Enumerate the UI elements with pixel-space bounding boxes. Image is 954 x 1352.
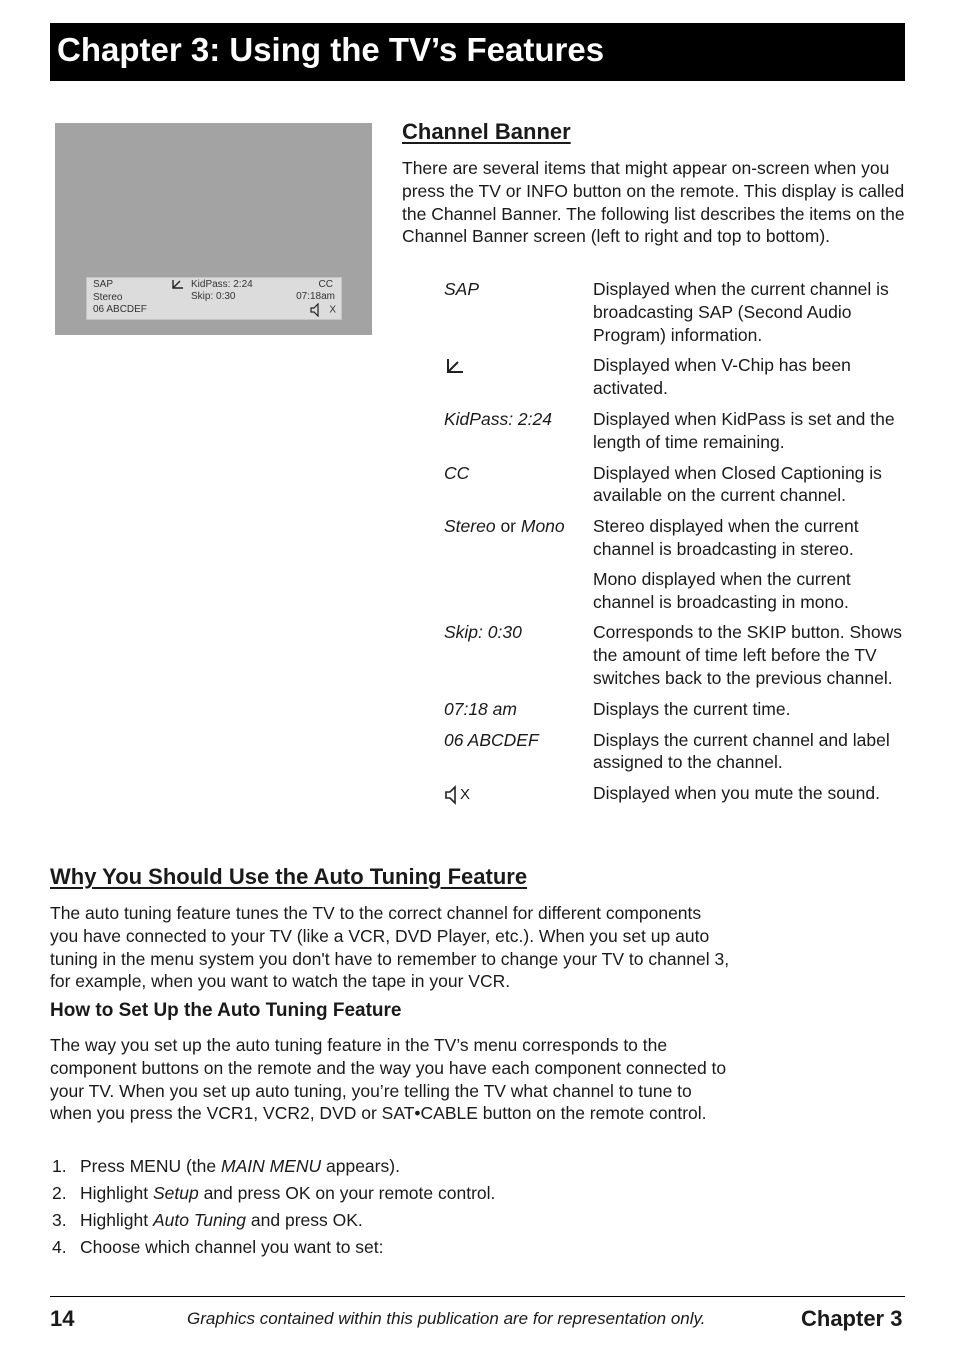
banner-mute-x: X xyxy=(329,304,336,316)
footer-chapter-label: Chapter 3 xyxy=(801,1306,903,1331)
definition-desc: Displays the current time. xyxy=(593,698,791,719)
definition-desc: Displayed when you mute the sound. xyxy=(593,783,880,804)
definition-desc: Displays the current channel and label assigned to the channel. xyxy=(593,729,890,773)
definition-row xyxy=(444,698,914,721)
step-text: Highlight Auto Tuning and press OK. xyxy=(80,1210,363,1230)
term-joiner: or xyxy=(500,516,516,537)
banner-cc: CC xyxy=(318,279,333,290)
step-text: Choose which channel you want to set: xyxy=(80,1237,384,1257)
list-item xyxy=(50,1155,750,1182)
mute-icon xyxy=(309,303,336,317)
chapter-header-bar xyxy=(50,23,905,81)
definition-term: KidPass: 2:24 xyxy=(444,408,552,429)
definition-row xyxy=(444,568,914,614)
definition-desc: Displayed when KidPass is set and the length of time remaining. xyxy=(593,408,895,452)
channel-banner-heading: Channel Banner xyxy=(402,119,571,144)
definition-desc: Displayed when the current channel is broadcasting SAP (Second Audio Program) information. xyxy=(593,279,889,345)
step-number: 4. xyxy=(52,1237,67,1257)
channel-banner-intro: There are several items that might appear on-screen when you press the TV or INFO button on the remote. This display is called the Channel Banner. The following list describes the items on the Channel Banner screen (left to right and top to bottom). xyxy=(402,158,905,247)
auto-tuning-heading: Why You Should Use the Auto Tuning Feature xyxy=(50,864,528,889)
definition-desc: Stereo displayed when the current channel is broadcasting in stereo. xyxy=(593,516,859,559)
setup-steps-list xyxy=(50,1155,750,1263)
term-stereo: Stereo xyxy=(444,516,496,537)
step-number: 2. xyxy=(52,1183,67,1203)
step-number: 1. xyxy=(52,1156,67,1176)
banner-stereo: Stereo xyxy=(93,292,123,303)
v-chip-icon xyxy=(444,354,589,376)
term-mono: Mono xyxy=(520,516,565,537)
tv-screen-illustration xyxy=(55,123,372,335)
definition-desc: Displayed when V-Chip has been activated. xyxy=(593,355,851,399)
footer-divider xyxy=(50,1296,905,1297)
banner-sap: SAP xyxy=(93,279,114,290)
definition-term: Skip: 0:30 xyxy=(444,622,522,643)
definition-term-group xyxy=(444,515,589,538)
definition-row xyxy=(444,354,914,400)
definition-term: SAP xyxy=(444,279,480,299)
definition-term: 07:18 am xyxy=(444,698,517,719)
step-text: Highlight Setup and press OK on your remote control. xyxy=(80,1183,496,1203)
definition-desc: Corresponds to the SKIP button. Shows the amount of time left before the TV switches back to the previous channel. xyxy=(593,622,903,688)
page-number: 14 xyxy=(50,1306,75,1331)
channel-banner-display xyxy=(86,277,342,320)
definition-desc: Displayed when Closed Captioning is available on the current channel. xyxy=(593,462,882,506)
banner-time: 07:18am xyxy=(296,291,335,302)
definition-row xyxy=(444,278,914,346)
definition-row xyxy=(444,729,914,775)
mute-x-label: X xyxy=(460,786,471,804)
definition-row xyxy=(444,462,914,508)
definition-term: CC xyxy=(444,462,470,483)
banner-channel: 06 ABCDEF xyxy=(93,304,147,315)
list-item xyxy=(50,1236,750,1263)
step-number: 3. xyxy=(52,1210,67,1230)
chapter-title: Chapter 3: Using the TV’s Features xyxy=(57,31,605,68)
banner-skip: Skip: 0:30 xyxy=(191,291,236,302)
step-text: Press MENU (the MAIN MENU appears). xyxy=(80,1156,400,1176)
channel-banner-definitions xyxy=(444,278,914,805)
definition-term: 06 ABCDEF xyxy=(444,729,539,750)
setup-subheading: How to Set Up the Auto Tuning Feature xyxy=(50,1000,402,1021)
definition-row xyxy=(444,782,914,805)
list-item xyxy=(50,1209,750,1236)
definition-row xyxy=(444,621,914,689)
definition-row xyxy=(444,408,914,454)
auto-tuning-intro: The auto tuning feature tunes the TV to the correct channel for different components you have connected to your TV (like a VCR, DVD Player, etc.). When you set up auto tuning in the menu system you don't have to remember to change your TV to channel 3, for example, when you want to watch the tape in your VCR. xyxy=(50,903,730,992)
mute-icon xyxy=(444,782,589,807)
v-chip-icon xyxy=(171,278,185,290)
banner-kidpass: KidPass: 2:24 xyxy=(191,279,253,290)
definition-row xyxy=(444,515,914,561)
setup-paragraph: The way you set up the auto tuning feature in the TV’s menu corresponds to the component buttons on the remote and the way you have each component connected to your TV. When you set up auto tuning, you’re telling the TV what channel to tune to when you press the VCR1, VCR2, DVD or SAT•CABLE button on the remote control. xyxy=(50,1035,727,1124)
definition-desc: Mono displayed when the current channel is broadcasting in mono. xyxy=(593,568,851,612)
footer-disclaimer: Graphics contained within this publication are for representation only. xyxy=(187,1309,706,1328)
list-item xyxy=(50,1182,750,1209)
